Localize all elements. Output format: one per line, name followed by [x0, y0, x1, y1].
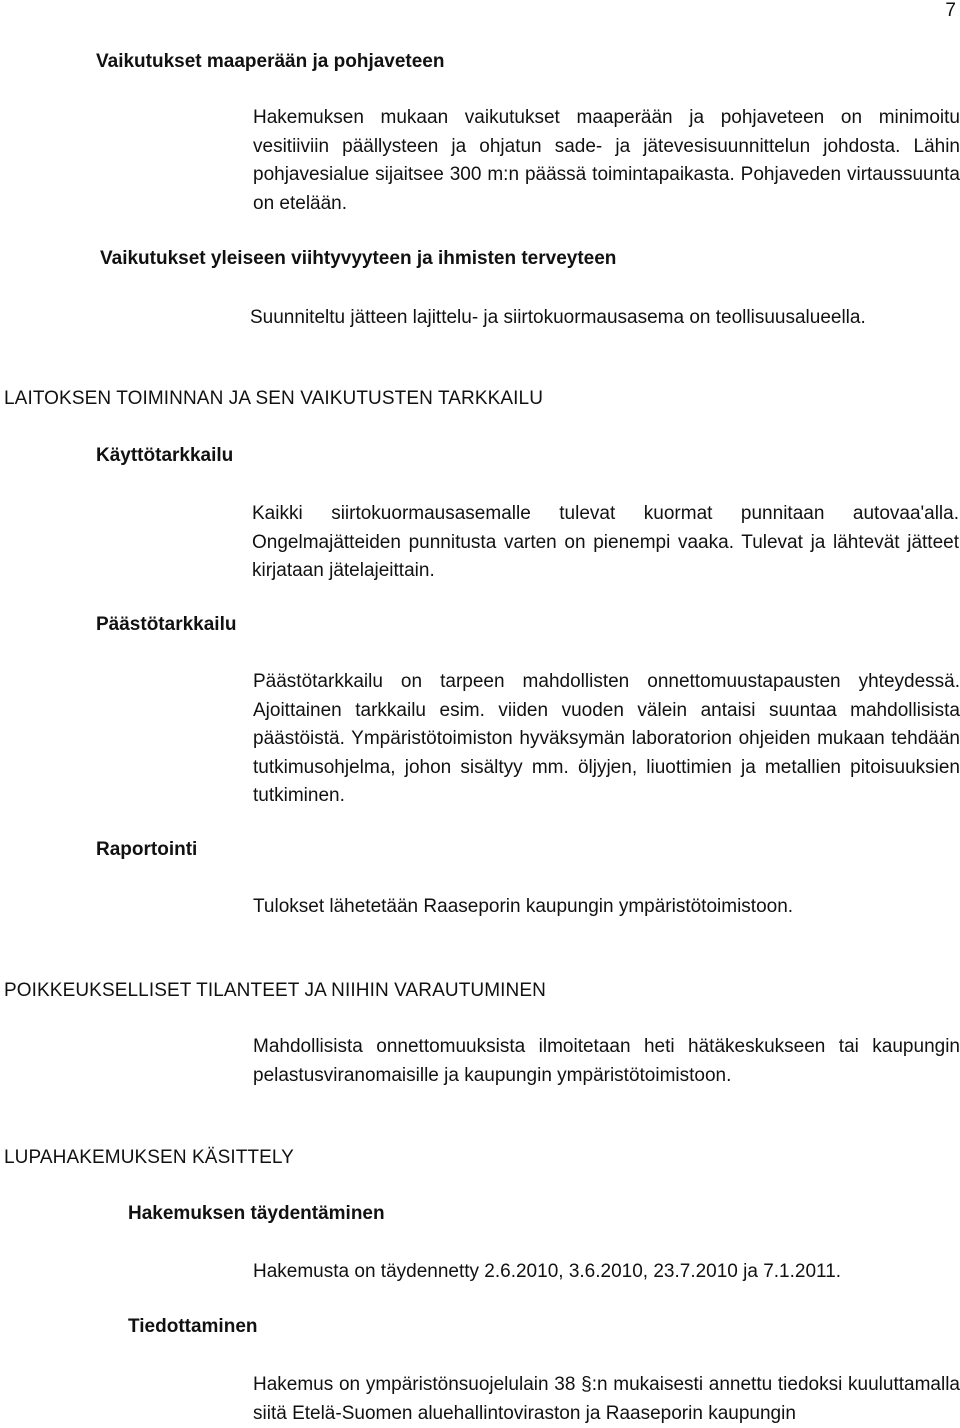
- page-number: 7: [945, 0, 956, 21]
- paragraph-operational-monitoring: Kaikki siirtokuormausasemalle tulevat kuormat punnitaan autovaa'alla. Ongelmajätteiden punnitusta varten on pienempi vaaka. Tulevat ja lähtevät jätteet kirjataan jätelajeittain.: [252, 503, 959, 581]
- paragraph-application-supplement: Hakemusta on täydennetty 2.6.2010, 3.6.2010, 23.7.2010 ja 7.1.2011.: [253, 1261, 842, 1282]
- heading-reporting: Raportointi: [96, 839, 198, 860]
- heading-application-supplement: Hakemuksen täydentäminen: [128, 1203, 385, 1224]
- heading-operational-monitoring: Käyttötarkkailu: [96, 445, 234, 466]
- heading-monitoring: LAITOKSEN TOIMINNAN JA SEN VAIKUTUSTEN TARKKAILU: [4, 388, 544, 409]
- paragraph-exceptional-situations: Mahdollisista onnettomuuksista ilmoitetaan heti hätäkeskukseen tai kaupungin pelastusviranomaisille ja kaupungin ympäristötoimistoon.: [253, 1036, 960, 1086]
- heading-emission-monitoring: Päästötarkkailu: [96, 614, 237, 635]
- heading-exceptional-situations: POIKKEUKSELLISET TILANTEET JA NIIHIN VARAUTUMINEN: [4, 980, 546, 1001]
- heading-soil-groundwater: Vaikutukset maaperään ja pohjaveteen: [96, 51, 445, 72]
- heading-notification: Tiedottaminen: [128, 1316, 258, 1337]
- paragraph-wellbeing-health: Suunniteltu jätteen lajittelu- ja siirtokuormausasema on teollisuusalueella.: [250, 307, 866, 328]
- paragraph-notification: Hakemus on ympäristönsuojelulain 38 §:n mukaisesti annettu tiedoksi kuuluttamalla siitä Etelä-Suomen aluehallintoviraston ja Raaseporin kaupungin: [253, 1374, 960, 1424]
- heading-wellbeing-health: Vaikutukset yleiseen viihtyvyyteen ja ihmisten terveyteen: [100, 248, 617, 269]
- paragraph-emission-monitoring: Päästötarkkailu on tarpeen mahdollisten onnettomuustapausten yhteydessä. Ajoittainen tarkkailu esim. viiden vuoden välein antaisi suuntaa mahdollisista päästöistä. Ympäristötoimiston hyväksymän laboratorion ohjeiden mukaan tehdään tutkimusohjelma, johon sisältyy mm. öljyjen, liuottimien ja metallien pitoisuuksien tutkiminen.: [253, 671, 960, 806]
- paragraph-soil-groundwater: Hakemuksen mukaan vaikutukset maaperään ja pohjaveteen on minimoitu vesitiiviin päällysteen ja ohjatun sade- ja jätevesisuunnittelun johdosta. Lähin pohjavesialue sijaitsee 300 m:n päässä toimintapaikasta. Pohjaveden virtaussuunta on etelään.: [253, 107, 960, 214]
- paragraph-reporting: Tulokset lähetetään Raaseporin kaupungin ympäristötoimistoon.: [253, 896, 794, 917]
- heading-application-processing: LUPAHAKEMUKSEN KÄSITTELY: [4, 1147, 294, 1168]
